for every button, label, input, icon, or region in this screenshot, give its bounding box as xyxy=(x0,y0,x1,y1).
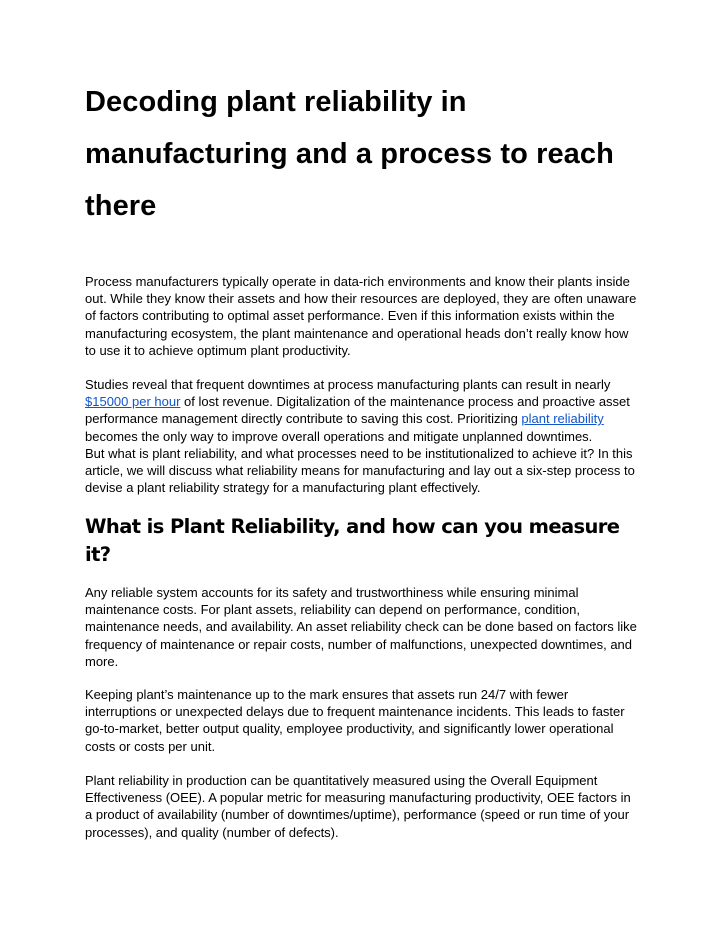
plant-reliability-link[interactable]: plant reliability xyxy=(521,411,604,427)
revenue-loss-link[interactable]: $15000 per hour xyxy=(85,394,181,410)
section-heading: What is Plant Reliability, and how can you measure it? xyxy=(85,515,620,566)
maintenance-benefits-paragraph: Keeping plant’s maintenance up to the mark ensures that assets run 24/7 with fewer interruptions or unexpected delays due to frequent maintenance incidents. This leads to faster go-to-market, better output quality, employee productivity, and significantly lower operational costs or costs per unit. xyxy=(85,687,625,754)
oee-paragraph: Plant reliability in production can be quantitatively measured using the Overall Equipment Effectiveness (OEE). A popular metric for measuring manufacturing productivity, OEE factors in a product of availability (number of downtimes/uptime), performance (speed or run time of your processes), and quality (number of defects). xyxy=(85,773,631,840)
paragraph-text: But what is plant reliability, and what processes need to be institutionalized to achieve it? In this article, we will discuss what reliability means for manufacturing and lay out a six-step process to devise a plant reliability strategy for a manufacturing plant effectively. xyxy=(85,445,635,496)
paragraph-text: becomes the only way to improve overall operations and mitigate unplanned downtimes. xyxy=(85,428,593,444)
document-title: Decoding plant reliability in manufacturing and a process to reach there xyxy=(85,86,614,222)
reliability-definition-paragraph: Any reliable system accounts for its safety and trustworthiness while ensuring minimal maintenance costs. For plant assets, reliability can depend on performance, condition, maintenance needs, and availability. An asset reliability check can be done based on factors like frequency of maintenance or repair costs, number of malfunctions, unexpected downtimes, and more. xyxy=(85,585,637,669)
paragraph-text: of lost revenue. Digitalization of the maintenance process and proactive asset performance management directly contribute to saving this cost. Prioritizing xyxy=(85,394,630,427)
paragraph-text: Studies reveal that frequent downtimes at process manufacturing plants can result in nearly xyxy=(85,377,611,392)
intro-paragraph: Process manufacturers typically operate in data-rich environments and know their plants inside out. While they know their assets and how their resources are deployed, they are often unaware of factors contributing to optimal asset performance. Even if this information exists within the manufacturing ecosystem, the plant maintenance and operational heads don’t really know how to use it to achieve optimum plant productivity. xyxy=(85,274,637,358)
downtime-paragraph xyxy=(85,376,637,496)
